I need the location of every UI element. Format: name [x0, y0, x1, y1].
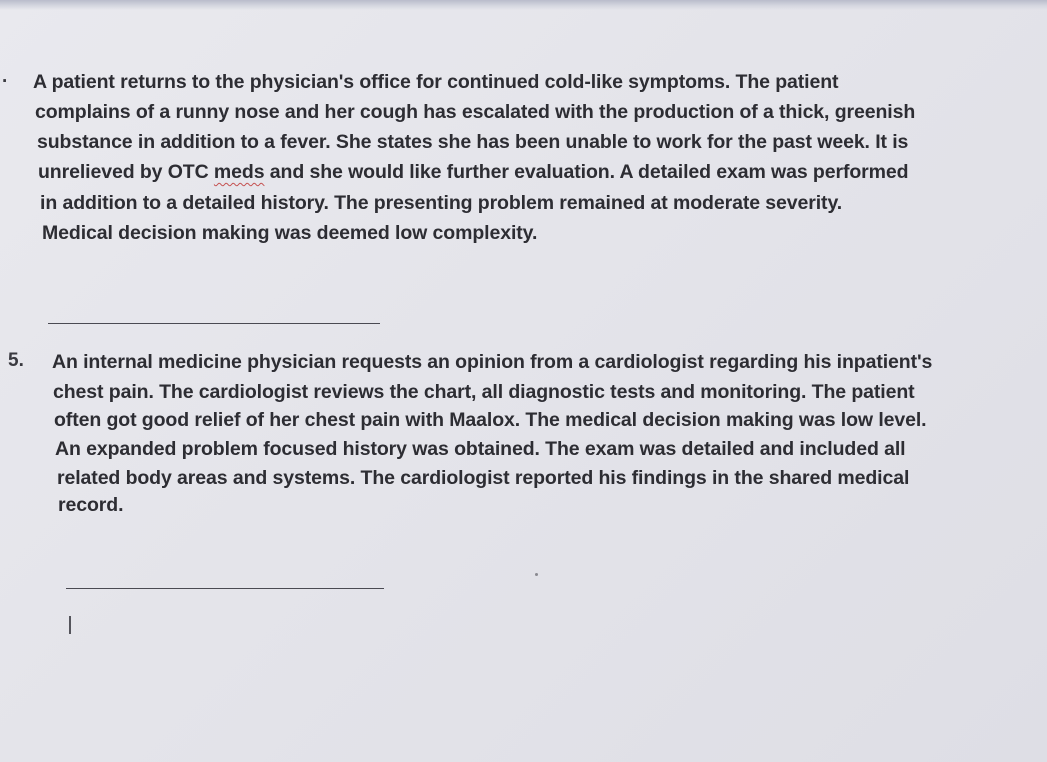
question-4-marker: . — [2, 66, 8, 87]
question-5-line-6: record. — [58, 494, 124, 516]
question-4-answer-line[interactable] — [48, 323, 380, 324]
question-4-line-4: unrelieved by OTC meds and she would like further evaluation. A detailed exam was performed — [38, 161, 909, 183]
question-5-number: 5. — [8, 350, 24, 371]
question-5-line-3: often got good relief of her chest pain with Maalox. The medical decision making was low level. — [54, 409, 927, 431]
stray-mark — [535, 573, 538, 576]
question-5-answer-line[interactable] — [66, 588, 384, 589]
question-5-line-5: related body areas and systems. The cardiologist reported his findings in the shared medical — [57, 467, 910, 489]
question-4-line-2: complains of a runny nose and her cough has escalated with the production of a thick, greenish — [35, 101, 916, 123]
question-5-line-1: An internal medicine physician requests an opinion from a cardiologist regarding his inpatient's — [52, 351, 933, 373]
question-5-line-4: An expanded problem focused history was obtained. The exam was detailed and included all — [55, 438, 906, 460]
spellcheck-flagged-word[interactable]: meds — [213, 161, 265, 183]
text-cursor — [69, 616, 71, 634]
question-5-line-2: chest pain. The cardiologist reviews the chart, all diagnostic tests and monitoring. The patient — [53, 381, 915, 403]
question-4-line-5: in addition to a detailed history. The presenting problem remained at moderate severity. — [40, 192, 843, 214]
question-4-line-6: Medical decision making was deemed low complexity. — [42, 222, 538, 244]
question-4-line-1: A patient returns to the physician's office for continued cold-like symptoms. The patient — [33, 71, 839, 93]
question-4-line-3: substance in addition to a fever. She states she has been unable to work for the past week. It is — [37, 131, 909, 153]
